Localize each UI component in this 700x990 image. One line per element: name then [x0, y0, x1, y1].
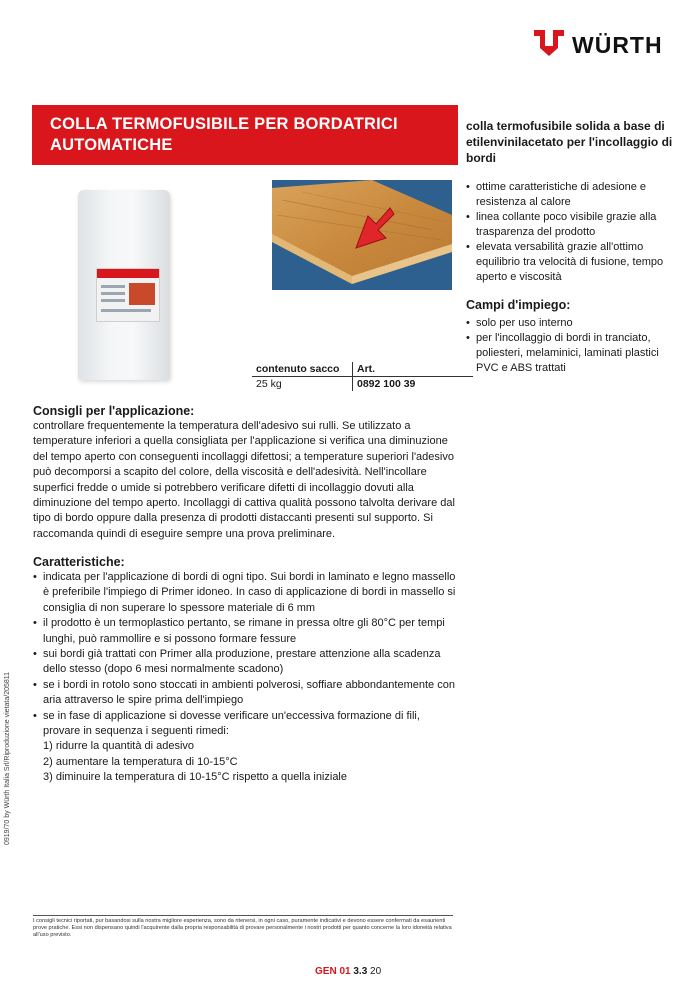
wurth-logo: [532, 28, 672, 62]
consigli-section: [33, 404, 459, 542]
side-copyright: 0919/70 by Würth Italia Srl/Riproduzione vietata/205811: [4, 671, 11, 845]
table-row: [252, 377, 473, 392]
list-item: • se i bordi in rotolo sono stoccati in ambienti polverosi, soffiare abbondantemente con aria attraverso le spire prima dell'impiego: [33, 678, 459, 709]
list-item: • per l'incollaggio di bordi in tranciato, poliesteri, melaminici, laminati plastici PVC e ABS trattati: [466, 331, 676, 376]
table-cell: 25 kg: [252, 377, 353, 392]
remedy-item: 2) aumentare la temperatura di 10-15°C: [43, 755, 238, 768]
list-item: • ottime caratteristiche di adesione e resistenza al calore: [466, 180, 676, 210]
product-subtitle: colla termofusibile solida a base di etilenvinilacetato per l'incollaggio di bordi: [466, 119, 673, 165]
consigli-text: controllare frequentemente la temperatura dell'adesivo sui rulli. Se utilizzato a temperature inferiori a quella consigliata per l'applicazione si verifica una diminuzione del tempo aperto con conseguenti incollaggi difettosi; a temperature superiori l'adesivo può decomporsi a scapito del colore, della viscosità e dell'adesività. Nell'incollare superfici fredde o umide si potrebbero verificare difetti di incollaggio dovuti alla diminuzione del tempo aperto. Incollaggi di cattiva qualità possono talvolta derivare dal tipo di bordo oppure dalla presenza di prodotti distaccanti presenti sul supporto. Si raccomanda quindi di eseguire sempre una prova preliminare.: [33, 420, 455, 540]
list-item: • il prodotto è un termoplastico pertanto, se rimane in pressa oltre gli 80°C per tempi lunghi, può rammollire e si possono formare fessure: [33, 616, 459, 647]
article-table: [252, 362, 473, 391]
title-banner: [32, 105, 458, 165]
list-item: • solo per uso interno: [466, 316, 676, 331]
page-footer: [315, 966, 381, 977]
table-header: contenuto sacco: [252, 362, 353, 377]
campi-section: [466, 298, 676, 376]
table-cell: 0892 100 39: [357, 378, 416, 390]
footer-chapter: 3.3: [353, 966, 368, 977]
consigli-heading: Consigli per l'applicazione:: [33, 404, 195, 418]
remedy-item: 1) ridurre la quantità di adesivo: [43, 740, 195, 753]
page-title: COLLA TERMOFUSIBILE PER BORDATRICI AUTOMATICHE: [50, 115, 398, 154]
list-item: • se in fase di applicazione si dovesse verificare un'eccessiva formazione di fili, provare in sequenza i seguenti rimedi:: [33, 709, 459, 740]
caratteristiche-heading: Caratteristiche:: [33, 555, 125, 569]
footer-section: GEN 01: [315, 966, 351, 977]
footer-page: 20: [370, 966, 382, 977]
caratteristiche-section: [33, 555, 459, 786]
product-bag-label: [96, 268, 160, 322]
brand-name: WÜRTH: [572, 32, 663, 58]
list-item: • elevata versabilità grazie all'ottimo equilibrio tra velocità di fusione, tempo aperto e viscosità: [466, 240, 676, 285]
footnote: I consigli tecnici riportati, pur basandosi sulla nostra migliore esperienza, sono da ritenersi, in ogni caso, puramente indicativi e devono essere confermati da esaurienti prove pratiche. Essi non dispensano quindi l'acquirente dalla propria responsabilità di provare personalmente i nostri prodotti per quanto concerne la loro idoneità relativa all'uso previsto.: [33, 915, 453, 940]
benefits-list: [466, 180, 676, 285]
list-item: • sui bordi già trattati con Primer alla produzione, prestare attenzione alla scadenza dello stesso (dopo 6 mesi normalmente scadono): [33, 647, 459, 678]
remedy-item: 3) diminuire la temperatura di 10-15°C rispetto a quella iniziale: [43, 771, 347, 784]
list-item: • indicata per l'applicazione di bordi di ogni tipo. Sui bordi in laminato e legno massello è preferibile l'impiego di Primer idoneo. In caso di applicazione di bordi in massello si consiglia di non superare lo spessore materiale di 6 mm: [33, 570, 459, 616]
campi-heading: Campi d'impiego:: [466, 298, 571, 312]
table-header: Art.: [353, 362, 474, 377]
wood-edge-photo: [272, 180, 452, 290]
wurth-logo-mark-icon: [532, 28, 566, 58]
list-item: • linea collante poco visibile grazie alla trasparenza del prodotto: [466, 210, 676, 240]
